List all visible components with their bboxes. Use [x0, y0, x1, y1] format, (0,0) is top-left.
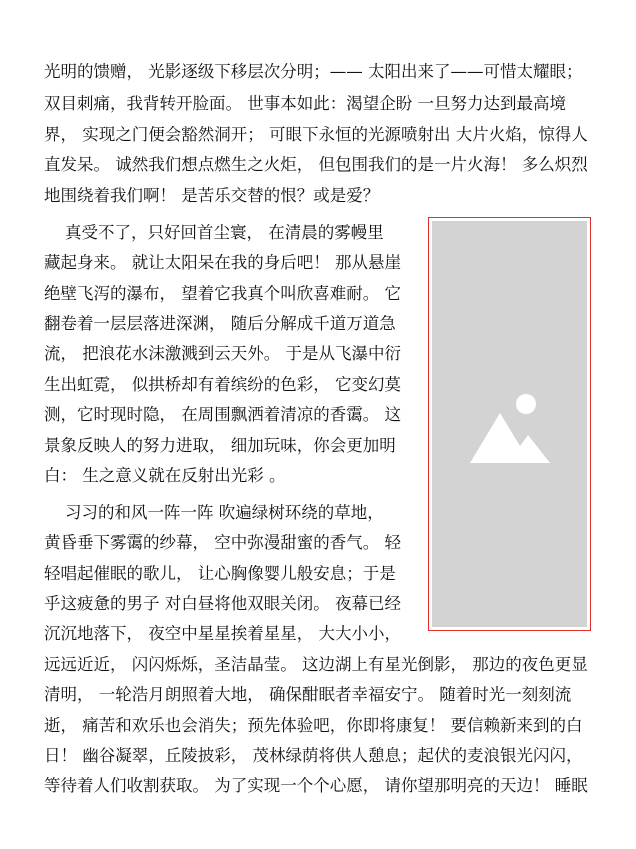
text-line: 翻卷着一层层落进深渊， 随后分解成千道万道急	[44, 314, 396, 333]
text-line: 习习的和风一阵一阵 吹遍绿树环绕的草地，	[44, 503, 384, 522]
text-line: 真受不了，只好回首尘寰， 在清晨的雾幔里	[44, 223, 384, 242]
text-line: 清明， 一轮浩月朗照着大地， 确保酣眠者幸福安宁。 随着时光一刻刻流	[44, 685, 572, 704]
text-line: 界， 实现之门便会豁然洞开； 可眼下永恒的光源喷射出 大片火焰，惊得人	[44, 125, 588, 144]
text-line: 测，它时现时隐， 在周围飘洒着清凉的香霭。 这	[44, 405, 401, 424]
text-line: 直发呆。 诚然我们想点燃生之火炬， 但包围我们的是一片火海！ 多么炽烈	[44, 155, 588, 174]
text-line: 轻唱起催眠的歌儿， 让心胸像婴儿般安息；于是	[44, 564, 396, 583]
text-line: 白： 生之意义就在反射出光彩 。	[44, 466, 286, 485]
text-line: 远远近近， 闪闪烁烁，圣洁晶莹。 这边湖上有星光倒影， 那边的夜色更显	[44, 655, 588, 674]
text-line: 藏起身来。 就让太阳呆在我的身后吧！ 那从悬崖	[44, 253, 401, 272]
text-line: 逝， 痛苦和欢乐也会消失；预先体验吧，你即将康复！ 要信赖新来到的白	[44, 716, 583, 735]
text-line: 黄昏垂下雾霭的纱幕， 空中弥漫甜蜜的香气。 轻	[44, 533, 401, 552]
image-placeholder	[432, 221, 587, 627]
text-line: 沉沉地落下， 夜空中星星挨着星星， 大大小小，	[44, 624, 401, 643]
text-line: 日！ 幽谷凝翠，丘陵披彩， 茂林绿荫将供人憩息；起伏的麦浪银光闪闪，	[44, 746, 583, 765]
text-line: 乎这疲惫的男子 对白昼将他双眼关闭。 夜幕已经	[44, 594, 401, 613]
text-line: 双目刺痛，我背转开脸面。 世事本如此：渴望企盼 一旦努力达到最高境	[44, 94, 566, 113]
text-line: 光明的馈赠， 光影逐级下移层次分明；—— 太阳出来了——可惜太耀眼；	[44, 62, 583, 81]
image-figure	[428, 217, 591, 631]
text-line: 生出虹霓， 似拱桥却有着缤纷的色彩， 它变幻莫	[44, 375, 401, 394]
text-line: 流， 把浪花水沫激溅到云天外。 于是从飞瀑中衍	[44, 344, 401, 363]
text-line: 等待着人们收割获取。 为了实现一个个心愿， 请你望那明亮的天边！ 睡眠	[44, 776, 588, 795]
image-placeholder-icon	[470, 391, 550, 463]
text-line: 景象反映人的努力进取， 细加玩味，你会更加明	[44, 436, 396, 455]
text-line: 绝壁飞泻的瀑布， 望着它我真个叫欣喜难耐。 它	[44, 284, 401, 303]
text-line: 地围绕着我们啊！ 是苦乐交替的恨？或是爱？	[44, 186, 380, 205]
